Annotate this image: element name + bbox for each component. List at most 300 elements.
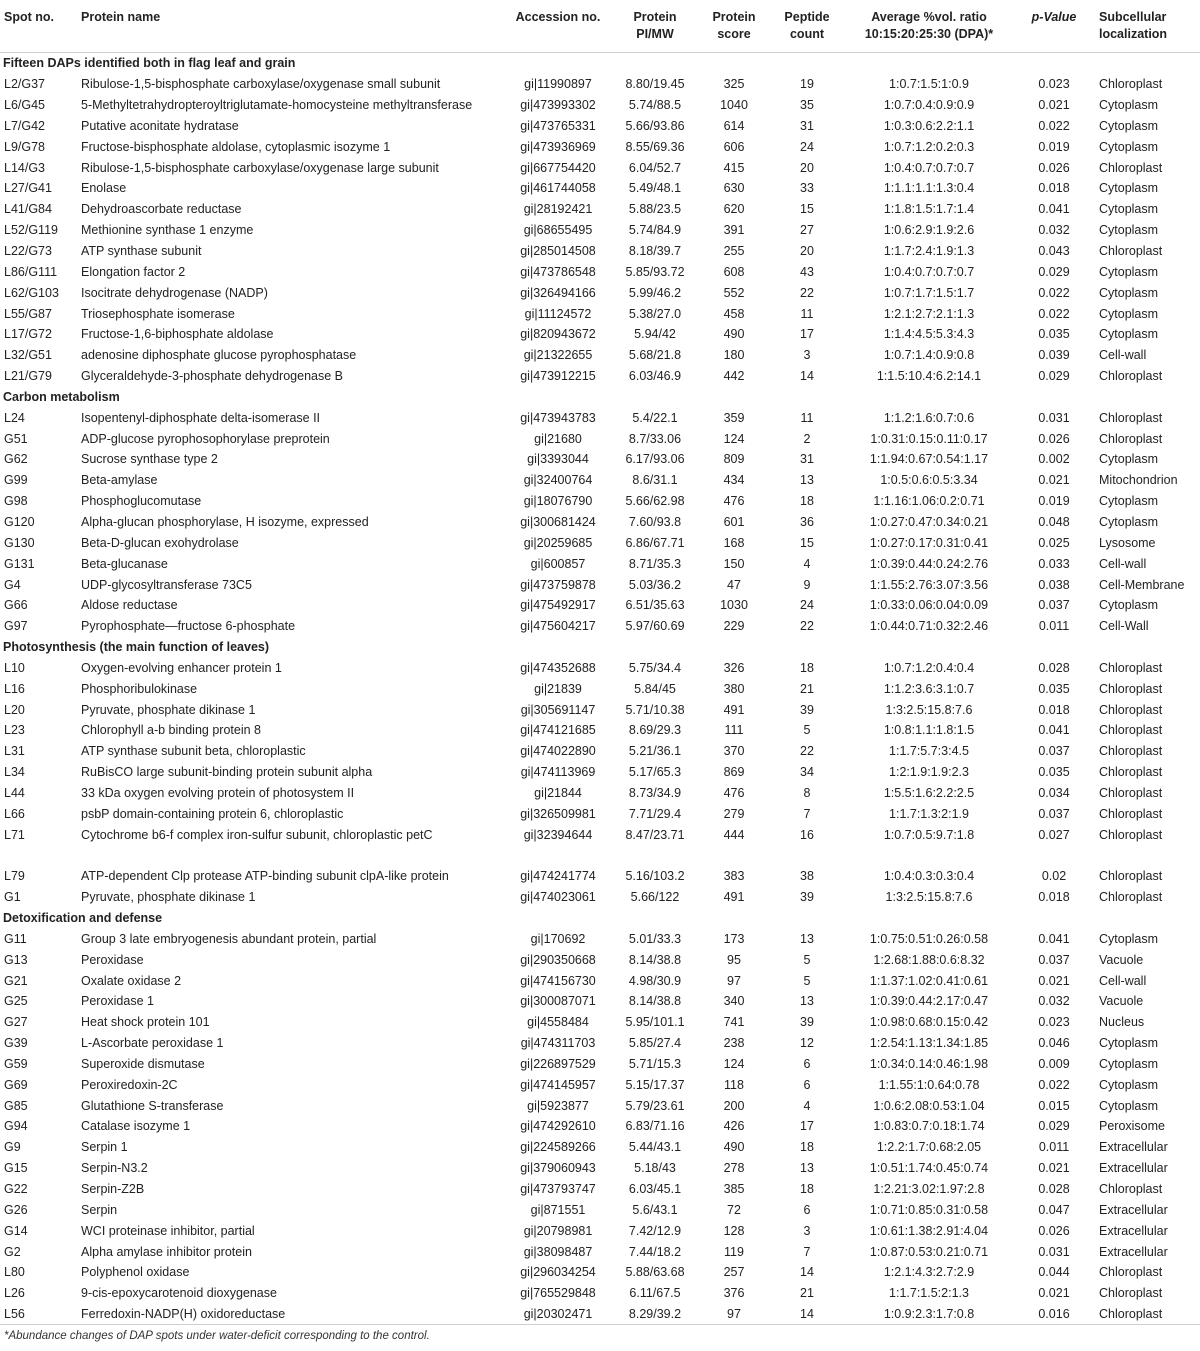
cell-protein-name: Putative aconitate hydratase xyxy=(81,118,239,133)
cell-protein-name: Isopentenyl-diphosphate delta-isomerase II xyxy=(81,410,321,425)
section-header-row xyxy=(0,637,1200,658)
cell-spot-no: G39 xyxy=(4,1036,28,1051)
cell-spot-no: L41/G84 xyxy=(4,202,52,217)
cell-pi-mw: 5.94/42 xyxy=(634,327,676,342)
row-spacer xyxy=(0,845,1200,866)
cell-pi-mw: 6.51/35.63 xyxy=(625,598,685,613)
table-row xyxy=(0,970,1200,991)
cell-localization: Cell-wall xyxy=(1099,556,1147,571)
spacer-cell xyxy=(0,845,1200,866)
cell-peptide-count: 14 xyxy=(800,1307,814,1322)
cell-vol-ratio: 1:2:1.9:1.9:2.3 xyxy=(889,765,969,780)
cell-p-value: 0.029 xyxy=(1038,1119,1070,1134)
cell-peptide-count: 39 xyxy=(800,702,814,717)
cell-pi-mw: 6.11/67.5 xyxy=(629,1286,681,1301)
cell-peptide-count: 22 xyxy=(800,744,814,759)
cell-pi-mw: 6.03/45.1 xyxy=(628,1181,682,1196)
cell-spot-no: L22/G73 xyxy=(4,244,52,259)
cell-pi-mw: 5.97/60.69 xyxy=(625,619,685,634)
cell-vol-ratio: 1:0.7:1.5:1:0.9 xyxy=(889,77,969,92)
cell-protein-name: 33 kDa oxygen evolving protein of photosystem II xyxy=(81,785,355,800)
cell-localization: Extracellular xyxy=(1099,1161,1168,1176)
cell-protein-name: psbP domain-containing protein 6, chloroplastic xyxy=(81,806,344,821)
table-row xyxy=(0,1054,1200,1075)
cell-accession: gi|871551 xyxy=(530,1202,586,1217)
cell-p-value: 0.022 xyxy=(1038,1077,1070,1092)
section-header-row xyxy=(0,908,1200,929)
cell-protein-score: 257 xyxy=(723,1265,745,1280)
cell-protein-name: Ribulose-1,5-bisphosphate carboxylase/oxygenase large subunit xyxy=(81,160,439,175)
cell-accession: gi|473912215 xyxy=(520,369,596,384)
cell-protein-score: 150 xyxy=(723,556,745,571)
cell-accession: gi|765529848 xyxy=(520,1286,596,1301)
cell-vol-ratio: 1:0.83:0.7:0.18:1.74 xyxy=(873,1119,985,1134)
table-body xyxy=(0,53,1200,1325)
cell-localization: Chloroplast xyxy=(1099,1181,1163,1196)
cell-accession: gi|226897529 xyxy=(520,1056,596,1071)
cell-peptide-count: 21 xyxy=(800,1286,814,1301)
table-row xyxy=(0,720,1200,741)
cell-spot-no: G1 xyxy=(4,890,21,905)
cell-protein-score: 72 xyxy=(727,1202,741,1217)
cell-vol-ratio: 1:0.4:0.7:0.7:0.7 xyxy=(883,160,975,175)
cell-protein-name: Peroxidase 1 xyxy=(81,994,154,1009)
cell-vol-ratio: 1:0.34:0.14:0.46:1.98 xyxy=(869,1056,989,1071)
cell-accession: gi|224589266 xyxy=(520,1140,596,1155)
cell-protein-score: 370 xyxy=(723,744,745,759)
cell-peptide-count: 27 xyxy=(800,223,814,238)
cell-pi-mw: 5.95/101.1 xyxy=(625,1015,685,1030)
cell-spot-no: G66 xyxy=(4,598,28,613)
cell-protein-score: 1040 xyxy=(720,98,748,113)
cell-pi-mw: 8.14/38.8 xyxy=(628,994,682,1009)
cell-spot-no: G2 xyxy=(4,1244,21,1259)
cell-protein-score: 869 xyxy=(723,765,745,780)
cell-accession: gi|21680 xyxy=(534,431,582,446)
cell-pi-mw: 8.29/39.2 xyxy=(628,1307,682,1322)
cell-p-value: 0.032 xyxy=(1038,223,1070,238)
cell-accession: gi|474352688 xyxy=(520,660,596,675)
cell-p-value: 0.019 xyxy=(1038,494,1070,509)
table-row xyxy=(0,866,1200,887)
cell-protein-score: 229 xyxy=(723,619,745,634)
cell-spot-no: G85 xyxy=(4,1098,28,1113)
table-row xyxy=(0,803,1200,824)
cell-accession: gi|474113969 xyxy=(520,765,596,780)
cell-spot-no: L10 xyxy=(4,660,25,675)
cell-pi-mw: 5.15/17.37 xyxy=(625,1077,685,1092)
cell-protein-score: 111 xyxy=(724,723,744,738)
table-row xyxy=(0,991,1200,1012)
cell-protein-name: 9-cis-epoxycarotenoid dioxygenase xyxy=(81,1286,277,1301)
cell-p-value: 0.037 xyxy=(1038,806,1070,821)
cell-protein-score: 1030 xyxy=(720,598,748,613)
table-row xyxy=(0,303,1200,324)
cell-pi-mw: 5.44/43.1 xyxy=(628,1140,682,1155)
cell-protein-name: Dehydroascorbate reductase xyxy=(81,202,242,217)
cell-accession: gi|11990897 xyxy=(524,77,592,92)
cell-p-value: 0.022 xyxy=(1038,306,1070,321)
cell-peptide-count: 19 xyxy=(800,77,814,92)
table-row xyxy=(0,1179,1200,1200)
cell-peptide-count: 17 xyxy=(800,327,814,342)
table-row xyxy=(0,220,1200,241)
cell-protein-name: Catalase isozyme 1 xyxy=(81,1119,191,1134)
cell-protein-score: 383 xyxy=(723,869,745,884)
section-title: Carbon metabolism xyxy=(3,389,120,404)
cell-peptide-count: 2 xyxy=(803,431,811,446)
cell-spot-no: L52/G119 xyxy=(4,223,58,238)
cell-protein-name: Alpha amylase inhibitor protein xyxy=(81,1244,252,1259)
cell-vol-ratio: 1:2.2:1.7:0.68:2.05 xyxy=(876,1140,982,1155)
footnote: *Abundance changes of DAP spots under water-deficit corresponding to the control. xyxy=(4,1330,430,1343)
cell-accession: gi|461744058 xyxy=(520,181,596,196)
cell-protein-name: Oxalate oxidase 2 xyxy=(81,973,182,988)
table-row xyxy=(0,178,1200,199)
cell-protein-score: 630 xyxy=(723,181,745,196)
cell-p-value: 0.033 xyxy=(1038,556,1070,571)
section-title: Photosynthesis (the main function of leaves) xyxy=(3,640,270,655)
cell-protein-score: 325 xyxy=(723,77,745,92)
cell-p-value: 0.023 xyxy=(1038,77,1070,92)
cell-localization: Extracellular xyxy=(1099,1140,1168,1155)
cell-protein-name: ATP synthase subunit xyxy=(81,244,202,259)
cell-accession: gi|305691147 xyxy=(520,702,596,717)
cell-p-value: 0.031 xyxy=(1038,1244,1070,1259)
cell-vol-ratio: 1:1.7:2.4:1.9:1.3 xyxy=(883,244,975,259)
table-row xyxy=(0,95,1200,116)
cell-localization: Chloroplast xyxy=(1099,785,1163,800)
cell-accession: gi|326494166 xyxy=(520,285,596,300)
cell-accession: gi|473943783 xyxy=(520,410,596,425)
col-header-score: Protein score xyxy=(700,0,768,53)
cell-vol-ratio: 1:0.4:0.3:0.3:0.4 xyxy=(883,869,975,884)
cell-vol-ratio: 1:2.1:4.3:2.7:2.9 xyxy=(883,1265,975,1280)
cell-protein-score: 809 xyxy=(723,452,745,467)
section-header-row xyxy=(0,53,1200,74)
cell-protein-score: 118 xyxy=(724,1077,744,1092)
cell-protein-score: 47 xyxy=(727,577,741,592)
cell-p-value: 0.041 xyxy=(1038,723,1070,738)
cell-pi-mw: 5.75/34.4 xyxy=(628,660,682,675)
cell-pi-mw: 5.85/27.4 xyxy=(628,1036,682,1051)
cell-vol-ratio: 1:0.7:1.2:0.4:0.4 xyxy=(883,660,975,675)
cell-accession: gi|473936969 xyxy=(520,139,596,154)
cell-pi-mw: 7.42/12.9 xyxy=(628,1223,682,1238)
cell-spot-no: L16 xyxy=(4,681,25,696)
cell-accession: gi|285014508 xyxy=(520,244,596,259)
cell-localization: Chloroplast xyxy=(1099,681,1163,696)
cell-pi-mw: 5.74/84.9 xyxy=(628,223,682,238)
cell-protein-score: 434 xyxy=(723,473,745,488)
cell-peptide-count: 18 xyxy=(800,1181,814,1196)
cell-accession: gi|326509981 xyxy=(520,806,596,821)
cell-vol-ratio: 1:0.51:1.74:0.45:0.74 xyxy=(869,1161,989,1176)
cell-localization: Cytoplasm xyxy=(1099,1036,1159,1051)
cell-protein-score: 458 xyxy=(723,306,745,321)
cell-peptide-count: 3 xyxy=(803,1223,811,1238)
cell-protein-name: RuBisCO large subunit-binding protein subunit alpha xyxy=(81,765,373,780)
cell-protein-name: Fructose-bisphosphate aldolase, cytoplasmic isozyme 1 xyxy=(81,139,391,154)
cell-p-value: 0.018 xyxy=(1038,890,1070,905)
section-title: Fifteen DAPs identified both in flag leaf and grain xyxy=(3,56,296,71)
cell-p-value: 0.021 xyxy=(1038,1161,1070,1176)
cell-vol-ratio: 1:0.39:0.44:0.24:2.76 xyxy=(869,556,989,571)
cell-vol-ratio: 1:0.6:2.9:1.9:2.6 xyxy=(883,223,975,238)
cell-spot-no: L14/G3 xyxy=(4,160,46,175)
cell-vol-ratio: 1:1.2:3.6:3.1:0.7 xyxy=(883,681,975,696)
cell-p-value: 0.037 xyxy=(1038,598,1070,613)
cell-localization: Chloroplast xyxy=(1099,1307,1163,1322)
cell-protein-score: 608 xyxy=(723,264,745,279)
cell-protein-score: 491 xyxy=(723,702,745,717)
cell-p-value: 0.015 xyxy=(1038,1098,1070,1113)
cell-localization: Chloroplast xyxy=(1099,869,1163,884)
cell-accession: gi|474023061 xyxy=(520,890,596,905)
cell-p-value: 0.043 xyxy=(1038,244,1070,259)
cell-spot-no: G9 xyxy=(4,1140,21,1155)
table-row xyxy=(0,345,1200,366)
cell-accession: gi|473786548 xyxy=(520,264,596,279)
col-header-pi-mw: Protein PI/MW xyxy=(610,0,700,53)
table-row xyxy=(0,762,1200,783)
cell-peptide-count: 13 xyxy=(800,994,814,1009)
cell-protein-score: 376 xyxy=(723,1286,745,1301)
cell-localization: Chloroplast xyxy=(1099,744,1163,759)
table-row xyxy=(0,1262,1200,1283)
cell-spot-no: G22 xyxy=(4,1181,28,1196)
cell-spot-no: G131 xyxy=(4,556,35,571)
cell-vol-ratio: 1:0.9:2.3:1.7:0.8 xyxy=(883,1307,975,1322)
cell-localization: Vacuole xyxy=(1099,952,1144,967)
cell-pi-mw: 5.66/62.98 xyxy=(625,494,685,509)
cell-p-value: 0.021 xyxy=(1038,98,1070,113)
cell-peptide-count: 18 xyxy=(800,494,814,509)
table-row xyxy=(0,157,1200,178)
cell-localization: Cell-wall xyxy=(1099,348,1147,363)
cell-spot-no: G51 xyxy=(4,431,28,446)
cell-accession: gi|32400764 xyxy=(523,473,593,488)
table-row xyxy=(0,324,1200,345)
cell-accession: gi|296034254 xyxy=(520,1265,596,1280)
table-row xyxy=(0,532,1200,553)
cell-peptide-count: 18 xyxy=(800,1140,814,1155)
cell-protein-name: Peroxidase xyxy=(81,952,144,967)
cell-accession: gi|11124572 xyxy=(524,306,592,321)
cell-pi-mw: 8.69/29.3 xyxy=(628,723,682,738)
cell-spot-no: G69 xyxy=(4,1077,28,1092)
cell-localization: Mitochondrion xyxy=(1099,473,1178,488)
cell-pi-mw: 8.18/39.7 xyxy=(628,244,682,259)
cell-protein-name: Glyceraldehyde-3-phosphate dehydrogenase B xyxy=(81,369,343,384)
cell-p-value: 0.026 xyxy=(1038,1223,1070,1238)
cell-localization: Extracellular xyxy=(1099,1202,1168,1217)
cell-peptide-count: 36 xyxy=(800,514,814,529)
table-row xyxy=(0,1095,1200,1116)
cell-pi-mw: 5.38/27.0 xyxy=(628,306,682,321)
table-row xyxy=(0,678,1200,699)
cell-peptide-count: 22 xyxy=(800,619,814,634)
cell-vol-ratio: 1:0.8:1.1:1.8:1.5 xyxy=(883,723,975,738)
cell-pi-mw: 8.73/34.9 xyxy=(628,785,682,800)
cell-spot-no: G94 xyxy=(4,1119,28,1134)
cell-p-value: 0.021 xyxy=(1038,473,1070,488)
table-row xyxy=(0,928,1200,949)
cell-pi-mw: 6.83/71.16 xyxy=(625,1119,685,1134)
cell-peptide-count: 4 xyxy=(803,556,811,571)
cell-accession: gi|473793747 xyxy=(520,1181,596,1196)
table-row xyxy=(0,512,1200,533)
cell-localization: Chloroplast xyxy=(1099,890,1163,905)
cell-protein-score: 490 xyxy=(723,327,745,342)
table-row xyxy=(0,574,1200,595)
table-row xyxy=(0,1012,1200,1033)
cell-spot-no: L34 xyxy=(4,765,25,780)
cell-protein-score: 476 xyxy=(723,785,745,800)
cell-peptide-count: 13 xyxy=(800,1161,814,1176)
cell-accession: gi|300087071 xyxy=(520,994,596,1009)
cell-spot-no: G14 xyxy=(4,1223,28,1238)
cell-p-value: 0.035 xyxy=(1038,327,1070,342)
cell-localization: Cytoplasm xyxy=(1099,1077,1159,1092)
cell-protein-name: Pyruvate, phosphate dikinase 1 xyxy=(81,702,256,717)
cell-p-value: 0.041 xyxy=(1038,202,1070,217)
cell-spot-no: G62 xyxy=(4,452,28,467)
cell-peptide-count: 12 xyxy=(800,1036,814,1051)
cell-peptide-count: 38 xyxy=(800,869,814,884)
table-row xyxy=(0,1137,1200,1158)
cell-p-value: 0.018 xyxy=(1038,181,1070,196)
cell-pi-mw: 5.66/122 xyxy=(630,890,680,905)
cell-protein-name: Beta-glucanase xyxy=(81,556,168,571)
cell-protein-name: Triosephosphate isomerase xyxy=(81,306,235,321)
cell-spot-no: G97 xyxy=(4,619,28,634)
cell-peptide-count: 5 xyxy=(803,973,811,988)
cell-localization: Cytoplasm xyxy=(1099,202,1159,217)
col-header-ratio: Average %vol. ratio 10:15:20:25:30 (DPA)* xyxy=(846,0,1012,53)
table-row xyxy=(0,449,1200,470)
cell-peptide-count: 3 xyxy=(803,348,811,363)
table-row xyxy=(0,553,1200,574)
cell-localization: Chloroplast xyxy=(1099,244,1163,259)
cell-pi-mw: 7.44/18.2 xyxy=(628,1244,682,1259)
cell-pi-mw: 8.55/69.36 xyxy=(625,139,685,154)
cell-spot-no: L2/G37 xyxy=(4,77,46,92)
cell-peptide-count: 24 xyxy=(800,598,814,613)
cell-accession: gi|600857 xyxy=(530,556,586,571)
table-row xyxy=(0,699,1200,720)
cell-peptide-count: 7 xyxy=(803,806,811,821)
table-row xyxy=(0,616,1200,637)
cell-localization: Chloroplast xyxy=(1099,431,1163,446)
col-header-accession: Accession no. xyxy=(506,0,610,53)
cell-vol-ratio: 1:0.7:0.5:9.7:1.8 xyxy=(883,827,975,842)
table-row xyxy=(0,1241,1200,1262)
cell-accession: gi|474241774 xyxy=(520,869,596,884)
cell-peptide-count: 15 xyxy=(800,202,814,217)
cell-p-value: 0.037 xyxy=(1038,952,1070,967)
cell-pi-mw: 8.7/33.06 xyxy=(628,431,682,446)
cell-protein-name: Beta-D-glucan exohydrolase xyxy=(81,535,239,550)
cell-accession: gi|667754420 xyxy=(520,160,596,175)
cell-vol-ratio: 1:0.98:0.68:0.15:0.42 xyxy=(869,1015,989,1030)
cell-accession: gi|474145957 xyxy=(520,1077,596,1092)
cell-peptide-count: 9 xyxy=(803,577,811,592)
cell-protein-name: Serpin-Z2B xyxy=(81,1181,145,1196)
cell-peptide-count: 24 xyxy=(800,139,814,154)
cell-pi-mw: 5.85/93.72 xyxy=(625,264,685,279)
cell-localization: Cytoplasm xyxy=(1099,1098,1159,1113)
cell-localization: Chloroplast xyxy=(1099,1286,1163,1301)
cell-p-value: 0.031 xyxy=(1038,410,1070,425)
col-header-protein-name: Protein name xyxy=(78,0,506,53)
cell-accession: gi|28192421 xyxy=(523,202,593,217)
cell-localization: Chloroplast xyxy=(1099,1265,1163,1280)
cell-spot-no: L80 xyxy=(4,1265,25,1280)
cell-spot-no: G15 xyxy=(4,1161,28,1176)
cell-accession: gi|473993302 xyxy=(520,98,596,113)
cell-accession: gi|300681424 xyxy=(520,514,596,529)
cell-peptide-count: 31 xyxy=(800,452,814,467)
cell-p-value: 0.023 xyxy=(1038,1015,1070,1030)
cell-spot-no: G120 xyxy=(4,514,35,529)
cell-protein-score: 476 xyxy=(723,494,745,509)
cell-protein-score: 279 xyxy=(723,806,745,821)
cell-vol-ratio: 1:0.4:0.7:0.7:0.7 xyxy=(883,264,975,279)
cell-localization: Chloroplast xyxy=(1099,160,1163,175)
cell-protein-score: 168 xyxy=(723,535,745,550)
cell-p-value: 0.028 xyxy=(1038,660,1070,675)
cell-protein-name: Elongation factor 2 xyxy=(81,264,186,279)
cell-vol-ratio: 1:0.33:0.06:0.04:0.09 xyxy=(869,598,989,613)
table-row xyxy=(0,428,1200,449)
cell-vol-ratio: 1:1.7:1.5:2:1.3 xyxy=(889,1286,969,1301)
cell-accession: gi|3393044 xyxy=(527,452,589,467)
cell-spot-no: G11 xyxy=(4,931,27,946)
cell-peptide-count: 5 xyxy=(803,723,811,738)
table-row xyxy=(0,1158,1200,1179)
col-header-p-value: p-Value xyxy=(1012,0,1096,53)
cell-pi-mw: 5.17/65.3 xyxy=(628,765,682,780)
cell-p-value: 0.046 xyxy=(1038,1036,1070,1051)
cell-accession: gi|21322655 xyxy=(523,348,593,363)
cell-vol-ratio: 1:1.8:1.5:1.7:1.4 xyxy=(883,202,975,217)
table-row xyxy=(0,1304,1200,1325)
table-row xyxy=(0,657,1200,678)
cell-peptide-count: 16 xyxy=(800,827,814,842)
cell-pi-mw: 8.71/35.3 xyxy=(628,556,682,571)
cell-p-value: 0.02 xyxy=(1041,869,1067,884)
cell-localization: Cytoplasm xyxy=(1099,931,1159,946)
cell-protein-score: 326 xyxy=(723,660,745,675)
cell-pi-mw: 8.6/31.1 xyxy=(632,473,678,488)
cell-vol-ratio: 1:1.7:1.3:2:1.9 xyxy=(889,806,969,821)
cell-protein-score: 426 xyxy=(723,1119,745,1134)
cell-spot-no: G13 xyxy=(4,952,28,967)
cell-pi-mw: 8.47/23.71 xyxy=(625,827,685,842)
cell-vol-ratio: 1:2.1:2.7:2.1:1.3 xyxy=(883,306,975,321)
cell-protein-score: 442 xyxy=(723,369,745,384)
cell-vol-ratio: 1:1.55:1:0.64:0.78 xyxy=(878,1077,980,1092)
table-row xyxy=(0,1116,1200,1137)
cell-protein-name: ADP-glucose pyrophosophorylase preprotein xyxy=(81,431,330,446)
cell-spot-no: G26 xyxy=(4,1202,28,1217)
cell-spot-no: L7/G42 xyxy=(4,118,46,133)
cell-vol-ratio: 1:0.44:0.71:0.32:2.46 xyxy=(869,619,989,634)
cell-peptide-count: 5 xyxy=(803,952,811,967)
cell-peptide-count: 20 xyxy=(800,160,814,175)
cell-accession: gi|474022890 xyxy=(520,744,596,759)
